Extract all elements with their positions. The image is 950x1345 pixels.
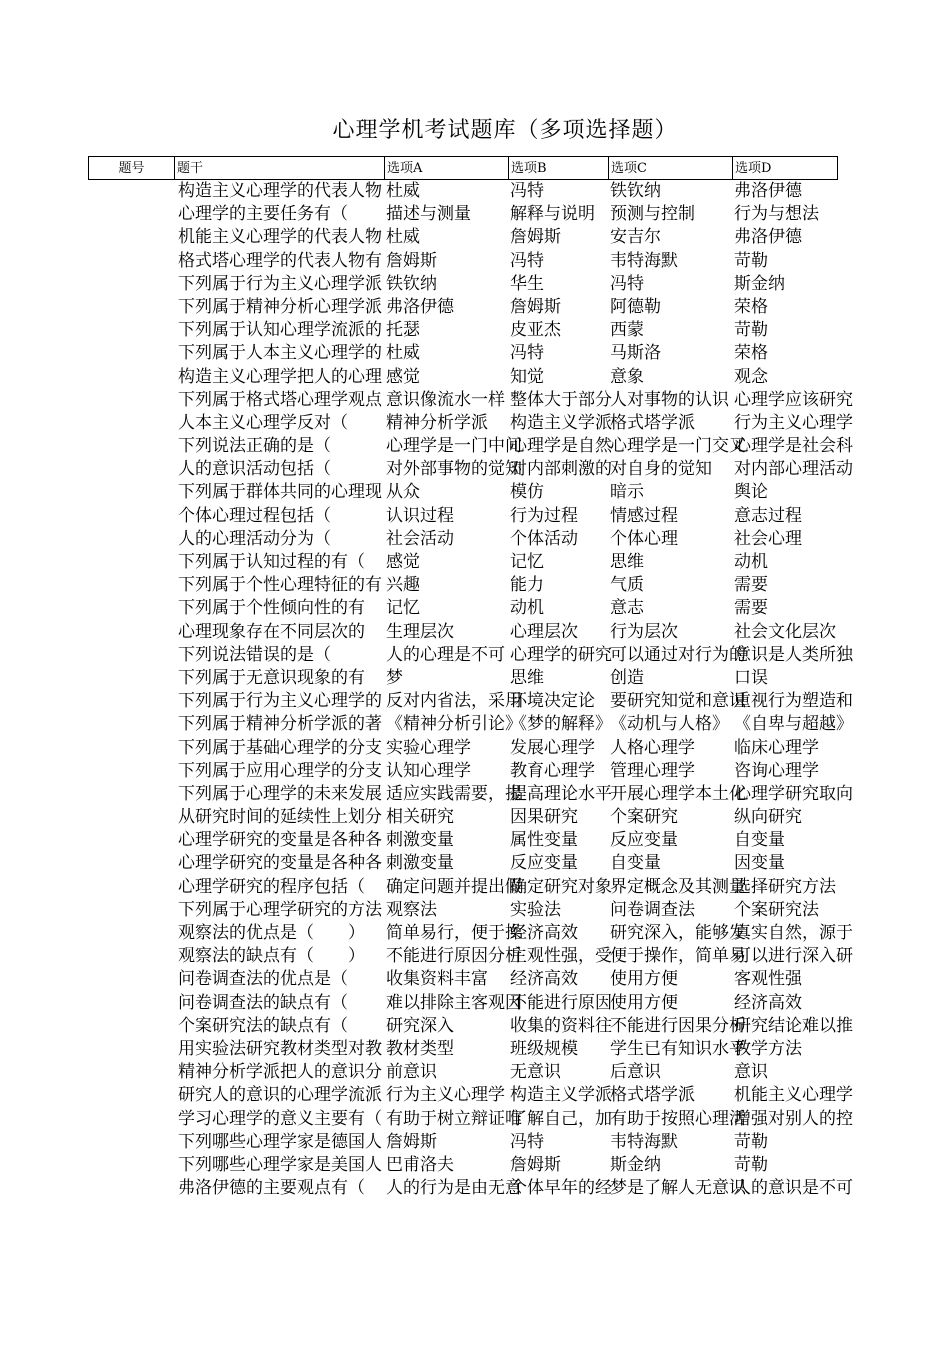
question-stem: 下列属于心理学研究的方法 (178, 899, 382, 920)
question-stem: 个体心理过程包括（ (178, 505, 331, 526)
option-d: 客观性强 (734, 969, 802, 990)
option-b: 詹姆斯 (510, 227, 561, 248)
option-a: 铁钦纳 (386, 273, 437, 294)
table-row (0, 899, 950, 922)
table-row (0, 226, 950, 249)
option-d: 临床心理学 (734, 737, 819, 758)
option-b: 能力 (510, 575, 544, 596)
option-c: 不能进行因果分析 (610, 1015, 746, 1036)
option-c: 意象 (610, 366, 644, 387)
option-b: 确定研究对象 (510, 876, 612, 897)
option-d: 增强对别人的控 (734, 1108, 853, 1129)
option-d: 自变量 (734, 830, 785, 851)
option-c: 格式塔学派 (610, 412, 695, 433)
option-b: 解释与说明 (510, 204, 595, 225)
option-a: 刺激变量 (386, 830, 454, 851)
option-c: 界定概念及其测量 (610, 876, 746, 897)
option-c: 研究深入，能够发 (610, 923, 746, 943)
option-a: 意识像流水一样 (386, 389, 505, 410)
option-d: 社会文化层次 (734, 621, 836, 642)
option-d: 苛勒 (734, 250, 768, 271)
option-d: 真实自然，源于 (734, 923, 853, 943)
option-d: 社会心理 (734, 528, 802, 549)
option-b: 行为过程 (510, 505, 578, 526)
option-a: 兴趣 (386, 575, 420, 596)
option-c: 情感过程 (610, 505, 678, 526)
question-stem: 下列哪些心理学家是德国人 (178, 1131, 382, 1152)
option-a: 有助于树立辩证唯 (386, 1108, 522, 1129)
option-a: 确定问题并提出假 (386, 876, 522, 897)
option-c: 便于操作，简单易 (610, 946, 746, 967)
option-c: 《动机与人格》 (610, 714, 729, 735)
option-b: 詹姆斯 (510, 296, 561, 317)
option-c: 可以通过对行为的 (610, 644, 746, 665)
option-c: 冯特 (610, 273, 644, 294)
question-stem: 精神分析学派把人的意识分 (178, 1062, 382, 1083)
option-b: 心理学的研究 (510, 644, 612, 665)
option-c: 创造 (610, 667, 644, 688)
option-a: 从众 (386, 482, 420, 503)
option-a: 感觉 (386, 552, 420, 572)
option-c: 使用方便 (610, 969, 678, 990)
option-a: 心理学是一门中间 (386, 436, 522, 457)
option-b: 实验法 (510, 899, 561, 920)
question-stem: 下列属于格式塔心理学观点 (178, 389, 382, 410)
header-option-a: 选项A (385, 157, 509, 179)
option-a: 实验心理学 (386, 737, 471, 758)
table-row (0, 1084, 950, 1107)
option-c: 铁钦纳 (610, 181, 661, 201)
table-row (0, 389, 950, 412)
question-table (0, 180, 950, 1200)
option-a: 托瑟 (386, 320, 420, 341)
option-b: 构造主义学派 (510, 1085, 612, 1106)
option-a: 刺激变量 (386, 853, 454, 874)
option-d: 动机 (734, 552, 768, 572)
table-row (0, 713, 950, 736)
table-row (0, 366, 950, 389)
option-b: 收集的资料往 (510, 1015, 612, 1036)
table-row (0, 481, 950, 504)
option-a: 研究深入 (386, 1015, 454, 1036)
header-option-c: 选项C (609, 157, 733, 179)
option-b: 因果研究 (510, 807, 578, 828)
option-c: 马斯洛 (610, 343, 661, 364)
option-d: 研究结论难以推 (734, 1015, 853, 1036)
option-a: 感觉 (386, 366, 420, 387)
table-header (88, 156, 838, 180)
option-d: 个案研究法 (734, 899, 819, 920)
option-b: 教育心理学 (510, 760, 595, 781)
table-row (0, 203, 950, 226)
table-row (0, 551, 950, 574)
question-stem: 心理现象存在不同层次的 (178, 621, 365, 642)
option-c: 使用方便 (610, 992, 678, 1013)
question-stem: 下列属于群体共同的心理现 (178, 482, 382, 503)
option-a: 杜威 (386, 181, 420, 201)
option-b: 反应变量 (510, 853, 578, 874)
option-d: 心理学是社会科 (734, 436, 853, 457)
question-stem: 下列属于人本主义心理学的 (178, 343, 382, 364)
option-c: 韦特海默 (610, 250, 678, 271)
option-b: 心理学是自然 (510, 436, 612, 457)
table-row (0, 296, 950, 319)
question-stem: 弗洛伊德的主要观点有（ (178, 1178, 365, 1199)
page-title: 心理学机考试题库（多项选择题） (332, 118, 678, 143)
table-row (0, 597, 950, 620)
option-a: 教材类型 (386, 1038, 454, 1059)
question-stem: 研究人的意识的心理学流派 (178, 1085, 382, 1106)
question-stem: 下列说法正确的是（ (178, 436, 331, 457)
option-b: 皮亚杰 (510, 320, 561, 341)
option-c: 管理心理学 (610, 760, 695, 781)
question-stem: 心理学的主要任务有（ (178, 204, 348, 225)
option-a: 收集资料丰富 (386, 969, 488, 990)
table-row (0, 458, 950, 481)
table-row (0, 505, 950, 528)
option-b: 模仿 (510, 482, 544, 503)
option-d: 苛勒 (734, 320, 768, 341)
question-stem: 下列哪些心理学家是美国人 (178, 1154, 382, 1175)
option-a: 记忆 (386, 598, 420, 619)
question-stem: 下列属于精神分析学派的著 (178, 714, 382, 735)
option-d: 可以进行深入研 (734, 946, 853, 967)
option-d: 重视行为塑造和 (734, 691, 853, 712)
question-stem: 从研究时间的延续性上划分 (178, 807, 382, 828)
option-b: 记忆 (510, 552, 544, 572)
question-stem: 观察法的优点是（ ） (178, 923, 365, 943)
option-d: 需要 (734, 598, 768, 619)
option-c: 学生已有知识水平 (610, 1038, 746, 1059)
option-c: 个案研究 (610, 807, 678, 828)
table-row (0, 690, 950, 713)
option-a: 认识过程 (386, 505, 454, 526)
option-b: 心理层次 (510, 621, 578, 642)
option-c: 问卷调查法 (610, 899, 695, 920)
table-row (0, 644, 950, 667)
question-stem: 下列属于行为主义心理学的 (178, 691, 382, 712)
option-d: 意识 (734, 1062, 768, 1083)
option-b: 冯特 (510, 1131, 544, 1152)
option-c: 反应变量 (610, 830, 678, 851)
question-stem: 下列属于认知过程的有（ (178, 552, 365, 572)
option-b: 知觉 (510, 366, 544, 387)
option-c: 开展心理学本土化 (610, 783, 746, 804)
table-row (0, 435, 950, 458)
option-a: 简单易行，便于操 (386, 923, 522, 943)
option-d: 口误 (734, 667, 768, 688)
option-d: 经济高效 (734, 992, 802, 1013)
option-d: 机能主义心理学 (734, 1085, 853, 1106)
option-a: 观察法 (386, 899, 437, 920)
option-c: 意志 (610, 598, 644, 619)
question-stem: 构造主义心理学的代表人物 (178, 181, 382, 201)
option-a: 詹姆斯 (386, 250, 437, 271)
option-b: 《梦的解释》 (510, 714, 612, 735)
option-d: 咨询心理学 (734, 760, 819, 781)
option-b: 不能进行原因 (510, 992, 612, 1013)
option-b: 冯特 (510, 250, 544, 271)
table-row (0, 829, 950, 852)
table-row (0, 273, 950, 296)
option-b: 整体大于部分 (510, 389, 612, 410)
table-row (0, 1154, 950, 1177)
option-b: 提高理论水平 (510, 783, 612, 804)
table-row (0, 1177, 950, 1200)
option-c: 思维 (610, 552, 644, 572)
table-row (0, 180, 950, 203)
question-stem: 下列属于行为主义心理学派 (178, 273, 382, 294)
option-d: 意识是人类所独 (734, 644, 853, 665)
question-stem: 格式塔心理学的代表人物有 (178, 250, 382, 271)
question-stem: 人本主义心理学反对（ (178, 412, 348, 433)
option-d: 心理学研究取向 (734, 783, 853, 804)
option-b: 冯特 (510, 181, 544, 201)
option-a: 对外部事物的觉知 (386, 459, 522, 480)
option-c: 安吉尔 (610, 227, 661, 248)
question-stem: 心理学研究的变量是各种各 (178, 853, 382, 874)
option-d: 意志过程 (734, 505, 802, 526)
option-b: 个体活动 (510, 528, 578, 549)
question-stem: 人的意识活动包括（ (178, 459, 331, 480)
option-b: 对内部刺激的 (510, 459, 612, 480)
option-d: 教学方法 (734, 1038, 802, 1059)
option-b: 个体早年的经 (510, 1178, 612, 1199)
table-row (0, 992, 950, 1015)
option-a: 行为主义心理学 (386, 1085, 505, 1106)
table-row (0, 922, 950, 945)
question-stem: 下列属于精神分析心理学派 (178, 296, 382, 317)
option-d: 人的意识是不可 (734, 1178, 853, 1199)
option-a: 难以排除主客观因 (386, 992, 522, 1013)
option-d: 因变量 (734, 853, 785, 874)
option-b: 经济高效 (510, 969, 578, 990)
option-d: 心理学应该研究 (734, 389, 853, 410)
question-stem: 下列说法错误的是（ (178, 644, 331, 665)
table-row (0, 783, 950, 806)
table-row (0, 574, 950, 597)
question-stem: 机能主义心理学的代表人物 (178, 227, 382, 248)
option-d: 斯金纳 (734, 273, 785, 294)
table-row (0, 945, 950, 968)
table-row (0, 968, 950, 991)
question-stem: 下列属于个性倾向性的有 (178, 598, 365, 619)
option-c: 有助于按照心理活 (610, 1108, 746, 1129)
option-d: 弗洛伊德 (734, 227, 802, 248)
option-c: 行为层次 (610, 621, 678, 642)
option-c: 要研究知觉和意识 (610, 691, 746, 712)
question-stem: 下列属于基础心理学的分支 (178, 737, 382, 758)
question-stem: 下列属于个性心理特征的有 (178, 575, 382, 596)
table-row (0, 806, 950, 829)
table-row (0, 621, 950, 644)
option-b: 了解自己，加 (510, 1108, 612, 1129)
option-a: 梦 (386, 667, 403, 688)
option-c: 对自身的觉知 (610, 459, 712, 480)
option-c: 自变量 (610, 853, 661, 874)
header-option-b: 选项B (509, 157, 609, 179)
table-row (0, 250, 950, 273)
option-b: 冯特 (510, 343, 544, 364)
table-row (0, 1061, 950, 1084)
option-a: 反对内省法，采用 (386, 691, 522, 712)
option-a: 不能进行原因分析 (386, 946, 522, 967)
table-row (0, 528, 950, 551)
option-c: 个体心理 (610, 528, 678, 549)
header-stem: 题干 (175, 157, 385, 179)
option-c: 气质 (610, 575, 644, 596)
option-b: 詹姆斯 (510, 1154, 561, 1175)
question-stem: 观察法的缺点有（ ） (178, 946, 365, 967)
option-d: 《自卑与超越》 (734, 714, 853, 735)
option-c: 格式塔学派 (610, 1085, 695, 1106)
table-row (0, 760, 950, 783)
option-c: 人对事物的认识 (610, 389, 729, 410)
table-row (0, 1015, 950, 1038)
option-b: 无意识 (510, 1062, 561, 1083)
option-b: 环境决定论 (510, 691, 595, 712)
question-stem: 问卷调查法的缺点有（ (178, 992, 348, 1013)
option-a: 生理层次 (386, 621, 454, 642)
option-d: 行为主义心理学 (734, 412, 853, 433)
option-d: 苛勒 (734, 1131, 768, 1152)
question-stem: 学习心理学的意义主要有（ (178, 1108, 382, 1129)
option-d: 荣格 (734, 343, 768, 364)
question-stem: 人的心理活动分为（ (178, 528, 331, 549)
option-d: 对内部心理活动 (734, 459, 853, 480)
question-stem: 下列属于应用心理学的分支 (178, 760, 382, 781)
option-b: 动机 (510, 598, 544, 619)
table-row (0, 342, 950, 365)
option-a: 前意识 (386, 1062, 437, 1083)
option-c: 梦是了解人无意识 (610, 1178, 746, 1199)
option-c: 预测与控制 (610, 204, 695, 225)
table-row (0, 876, 950, 899)
question-stem: 下列属于心理学的未来发展 (178, 783, 382, 804)
question-stem: 问卷调查法的优点是（ (178, 969, 348, 990)
table-row (0, 412, 950, 435)
option-a: 精神分析学派 (386, 412, 488, 433)
table-row (0, 1038, 950, 1061)
option-a: 人的行为是由无意 (386, 1178, 522, 1199)
table-row (0, 737, 950, 760)
option-b: 班级规模 (510, 1038, 578, 1059)
option-a: 《精神分析引论》 (386, 714, 522, 735)
option-c: 后意识 (610, 1062, 661, 1083)
option-d: 苛勒 (734, 1154, 768, 1175)
option-b: 发展心理学 (510, 737, 595, 758)
option-a: 适应实践需要，提 (386, 783, 522, 804)
option-d: 行为与想法 (734, 204, 819, 225)
option-d: 选择研究方法 (734, 876, 836, 897)
table-row (0, 667, 950, 690)
question-stem: 用实验法研究教材类型对教 (178, 1038, 382, 1059)
option-c: 阿德勒 (610, 296, 661, 317)
option-c: 暗示 (610, 482, 644, 503)
option-c: 心理学是一门交叉 (610, 436, 746, 457)
question-stem: 心理学研究的变量是各种各 (178, 830, 382, 851)
question-stem: 构造主义心理学把人的心理 (178, 366, 382, 387)
option-b: 主观性强，受 (510, 946, 612, 967)
option-c: 西蒙 (610, 320, 644, 341)
option-a: 人的心理是不可 (386, 644, 505, 665)
option-c: 人格心理学 (610, 737, 695, 758)
option-c: 韦特海默 (610, 1131, 678, 1152)
option-a: 弗洛伊德 (386, 296, 454, 317)
option-a: 描述与测量 (386, 204, 471, 225)
header-option-d: 选项D (735, 161, 772, 176)
option-a: 杜威 (386, 343, 420, 364)
option-d: 观念 (734, 366, 768, 387)
option-b: 构造主义学派 (510, 412, 612, 433)
table-row (0, 319, 950, 342)
table-row (0, 852, 950, 875)
option-a: 杜威 (386, 227, 420, 248)
option-a: 相关研究 (386, 807, 454, 828)
option-b: 华生 (510, 273, 544, 294)
option-d: 弗洛伊德 (734, 181, 802, 201)
option-a: 认知心理学 (386, 760, 471, 781)
option-d: 需要 (734, 575, 768, 596)
table-row (0, 1108, 950, 1131)
question-stem: 下列属于认知心理学流派的 (178, 320, 382, 341)
question-stem: 个案研究法的缺点有（ (178, 1015, 348, 1036)
option-d: 纵向研究 (734, 807, 802, 828)
option-a: 巴甫洛夫 (386, 1154, 454, 1175)
table-row (0, 1131, 950, 1154)
option-c: 斯金纳 (610, 1154, 661, 1175)
option-d: 舆论 (734, 482, 768, 503)
option-b: 属性变量 (510, 830, 578, 851)
option-d: 荣格 (734, 296, 768, 317)
option-b: 经济高效 (510, 923, 578, 943)
question-stem: 下列属于无意识现象的有 (178, 667, 365, 688)
header-num: 题号 (89, 157, 175, 179)
option-b: 思维 (510, 667, 544, 688)
question-stem: 心理学研究的程序包括（ (178, 876, 365, 897)
option-a: 詹姆斯 (386, 1131, 437, 1152)
option-a: 社会活动 (386, 528, 454, 549)
